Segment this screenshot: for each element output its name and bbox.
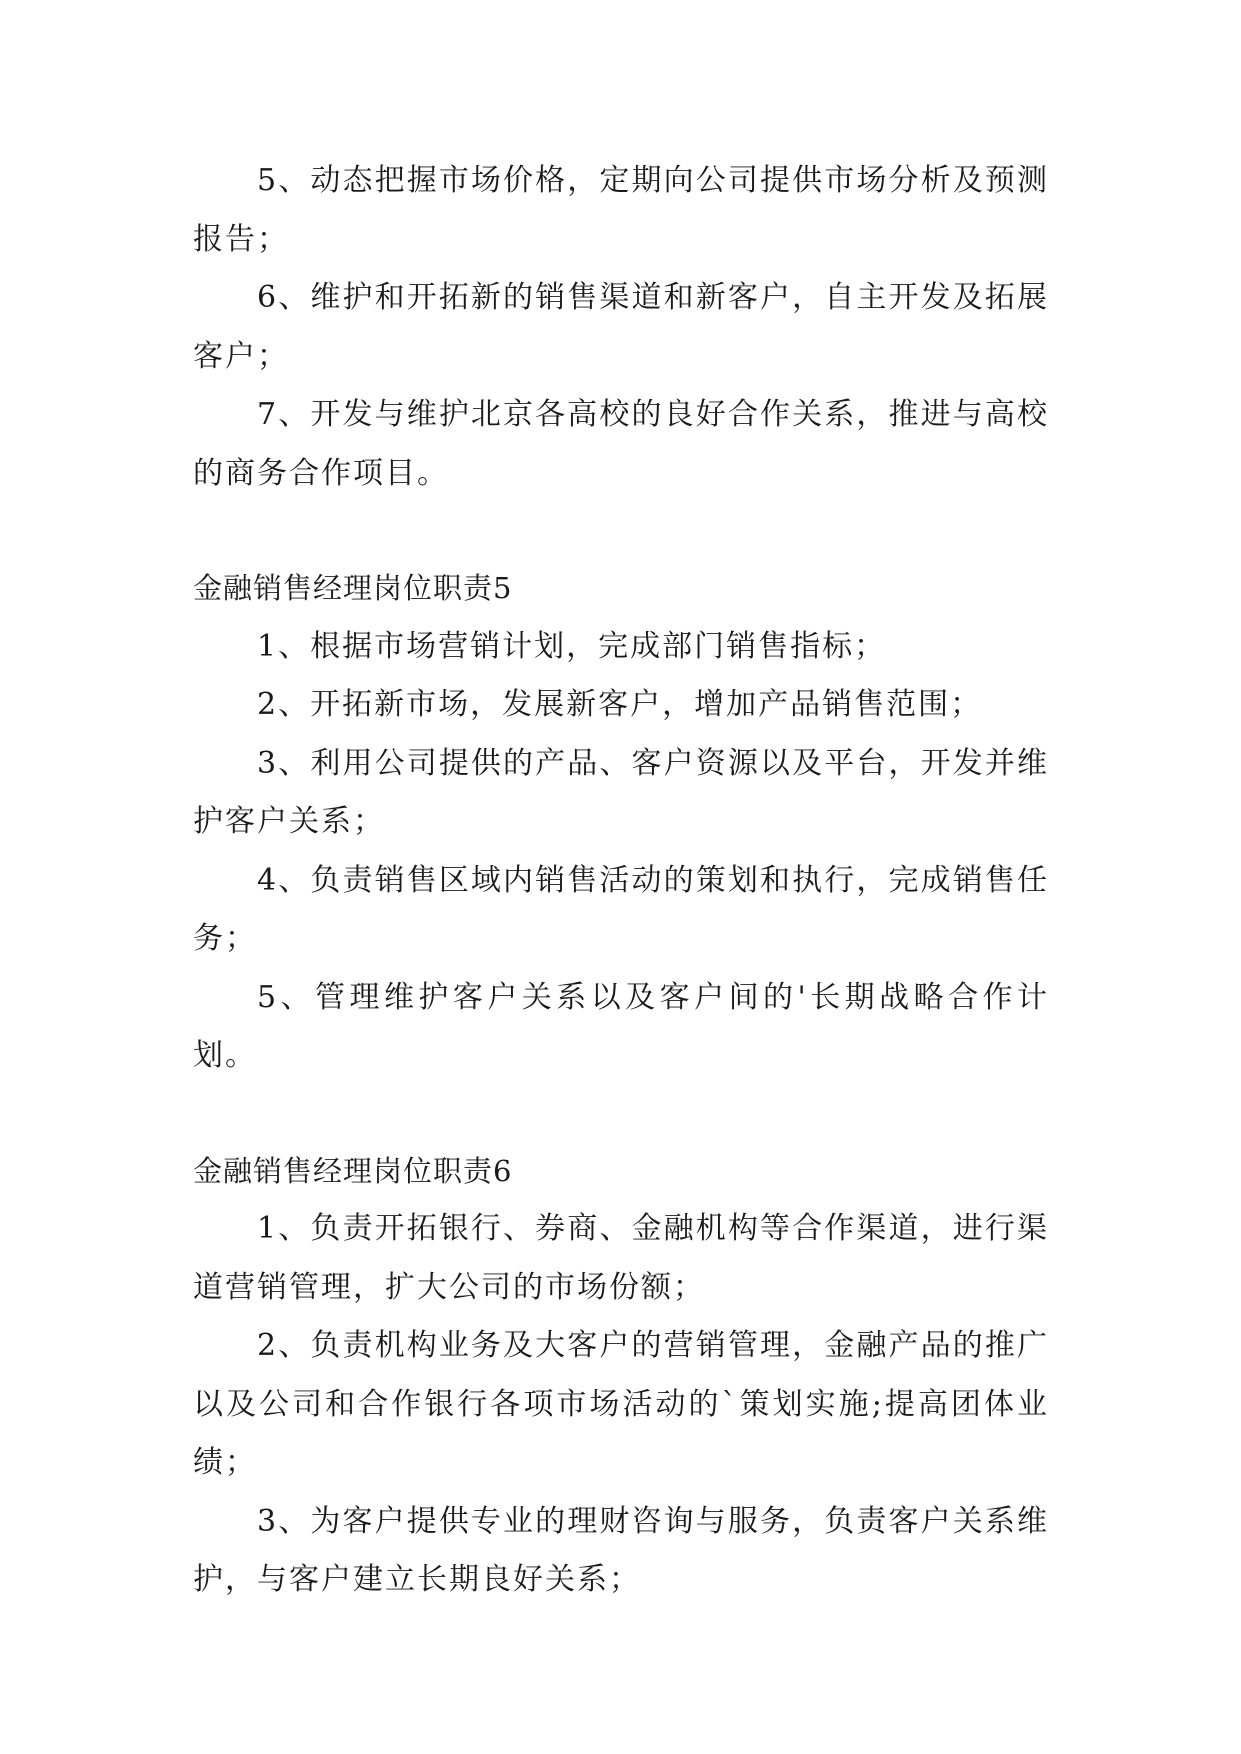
- section-heading: 金融销售经理岗位职责6: [193, 1153, 513, 1188]
- list-item: 1、负责开拓银行、券商、金融机构等合作渠道，进行渠道营销管理，扩大公司的市场份额；: [193, 1211, 1049, 1305]
- section-spacer: [193, 503, 1049, 559]
- list-item: 5、动态把握市场价格，定期向公司提供市场分析及预测报告；: [193, 163, 1049, 257]
- list-item: 7、开发与维护北京各高校的良好合作关系，推进与高校的商务合作项目。: [193, 397, 1049, 491]
- list-item: 1、根据市场营销计划，完成部门销售指标；: [257, 628, 887, 664]
- section-heading: 金融销售经理岗位职责5: [193, 571, 513, 605]
- list-item: 5、管理维护客户关系以及客户间的'长期战略合作计划。: [193, 979, 1049, 1073]
- list-item: 2、负责机构业务及大客户的营销管理，金融产品的推广以及公司和合作银行各项市场活动的`策划实施;提高团体业绩；: [193, 1328, 1049, 1480]
- section-spacer: [193, 1086, 1049, 1142]
- list-item: 3、利用公司提供的产品、客户资源以及平台，开发并维护客户关系；: [193, 745, 1049, 839]
- document-body: [193, 152, 1049, 1610]
- list-item: 2、开拓新市场，发展新客户，增加产品销售范围；: [257, 687, 983, 722]
- list-item: 4、负责销售区域内销售活动的策划和执行，完成销售任务；: [193, 862, 1049, 956]
- list-item: 6、维护和开拓新的销售渠道和新客户，自主开发及拓展客户；: [193, 280, 1049, 374]
- list-item: 3、为客户提供专业的理财咨询与服务，负责客户关系维护，与客户建立长期良好关系；: [193, 1503, 1049, 1597]
